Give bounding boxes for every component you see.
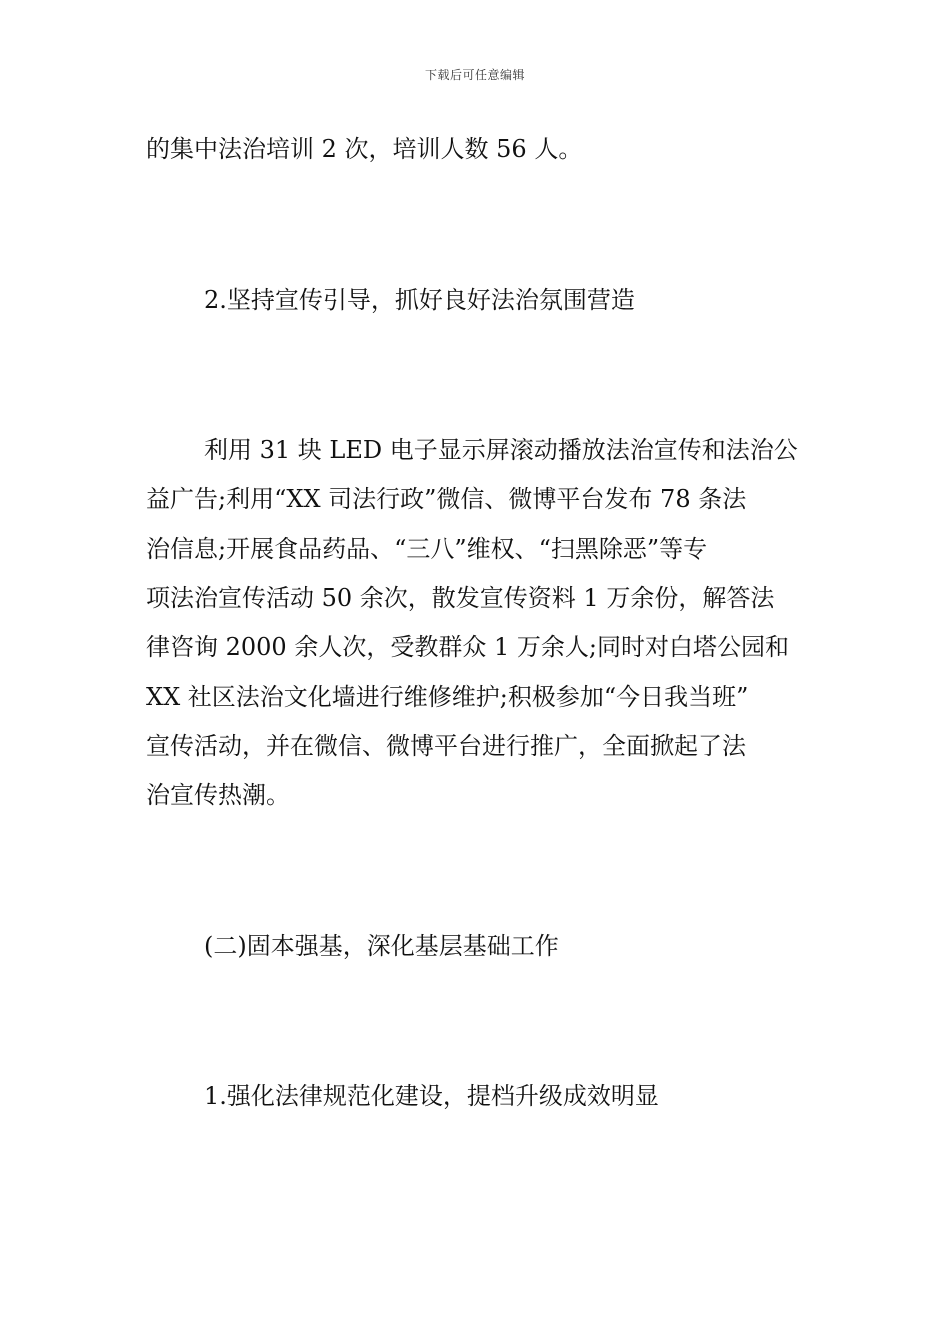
paragraph-line: XX 社区法治文化墙进行维修维护;积极参加“今日我当班” (146, 683, 749, 711)
paragraph-line: 益广告;利用“XX 司法行政”微信、微博平台发布 78 条法 (146, 485, 747, 513)
section-heading: (二)固本强基，深化基层基础工作 (204, 932, 559, 960)
paragraph-line: 治宣传热潮。 (146, 781, 290, 809)
paragraph-line: 治信息;开展食品药品、“三八”维权、“扫黑除恶”等专 (146, 535, 708, 563)
text-line: 的集中法治培训 2 次，培训人数 56 人。 (146, 135, 583, 163)
section-heading: 1.强化法律规范化建设，提档升级成效明显 (204, 1082, 659, 1110)
paragraph-line: 律咨询 2000 余人次，受教群众 1 万余人;同时对白塔公园和 (146, 633, 789, 661)
paragraph-line: 宣传活动，并在微信、微博平台进行推广，全面掀起了法 (146, 732, 746, 760)
paragraph-line: 项法治宣传活动 50 余次，散发宣传资料 1 万余份，解答法 (146, 584, 775, 612)
section-heading: 2.坚持宣传引导，抓好良好法治氛围营造 (204, 286, 635, 314)
paragraph-line: 利用 31 块 LED 电子显示屏滚动播放法治宣传和法治公 (204, 436, 798, 464)
page-header: 下载后可任意编辑 (424, 68, 525, 82)
